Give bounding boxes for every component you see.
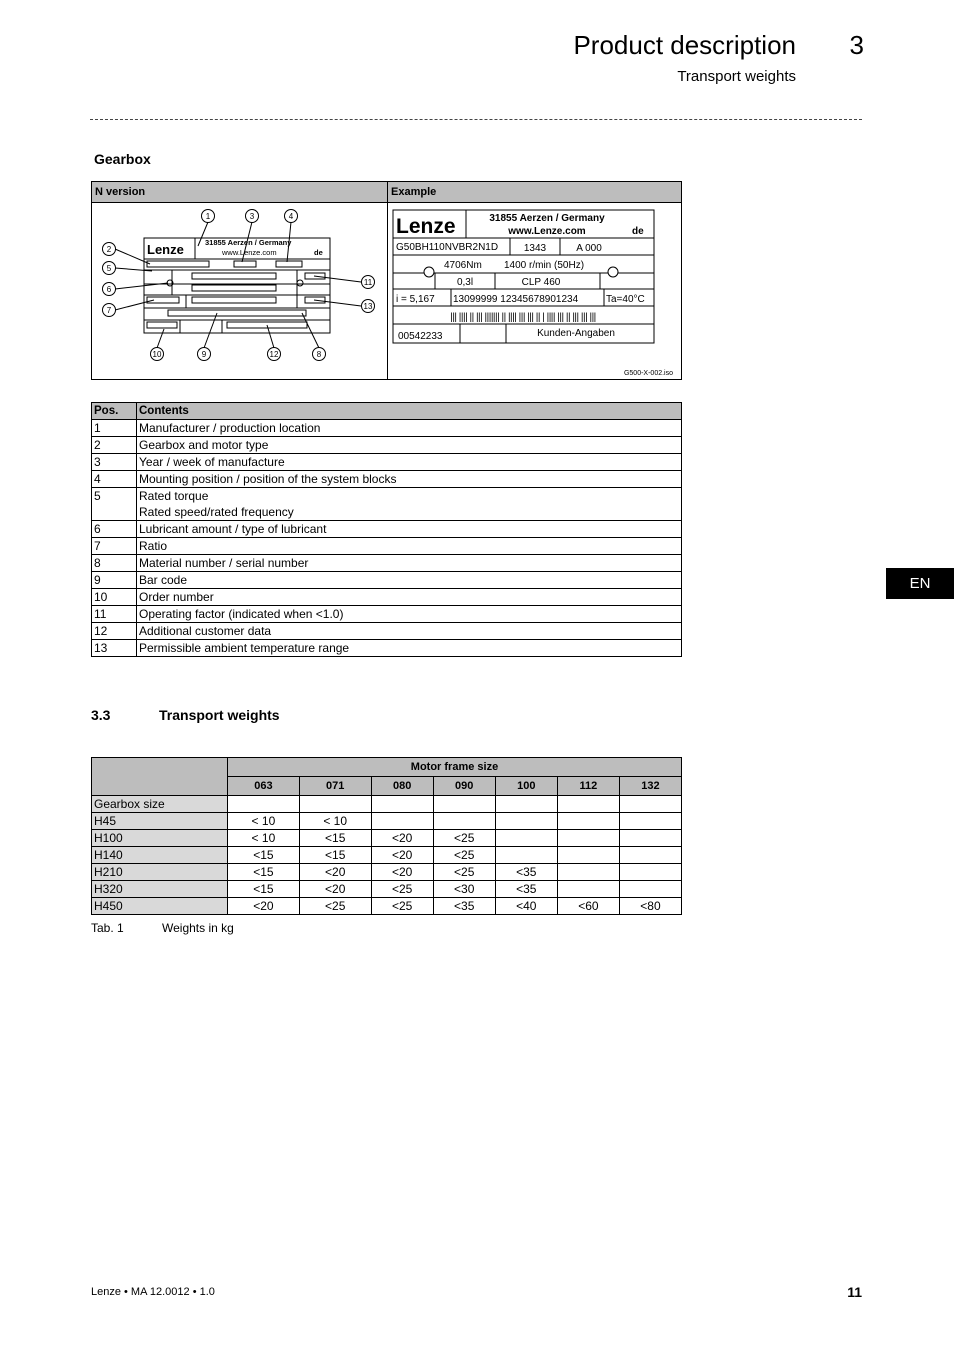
col-112: 112 <box>557 777 619 796</box>
table-row <box>92 881 682 898</box>
weight-cell: <20 <box>371 830 433 847</box>
weight-cell: <35 <box>495 864 557 881</box>
weight-cell: <80 <box>619 898 681 915</box>
weight-cell: <20 <box>371 847 433 864</box>
weight-cell <box>495 847 557 864</box>
table-row <box>92 454 682 471</box>
col-071: 071 <box>299 777 371 796</box>
callout-11: 11 <box>363 278 373 287</box>
example-logo: Lenze <box>396 215 456 238</box>
section-title: Transport weights <box>159 707 280 723</box>
table-row <box>92 589 682 606</box>
weight-cell: <20 <box>299 864 371 881</box>
weight-cell <box>495 830 557 847</box>
callout-3: 3 <box>249 212 255 221</box>
contents-line-1: Rated torque <box>139 489 209 503</box>
table-row <box>92 538 682 555</box>
weight-cell: <15 <box>228 847 300 864</box>
pos-cell: 9 <box>92 572 137 589</box>
contents-cell: Permissible ambient temperature range <box>137 640 682 657</box>
row-label: H45 <box>92 813 228 830</box>
gearbox-size-label-row <box>92 796 682 813</box>
footer-document-id: Lenze • MA 12.0012 • 1.0 <box>91 1286 215 1298</box>
page-number: 11 <box>847 1284 862 1300</box>
example-customer: Kunden-Angaben <box>537 328 615 339</box>
table-row <box>92 847 682 864</box>
empty-cell <box>371 796 433 813</box>
callout-9: 9 <box>201 350 207 359</box>
example-type: G50BH110NVBR2N1D <box>396 242 499 253</box>
callout-2: 2 <box>106 245 112 254</box>
pos-cell: 8 <box>92 555 137 572</box>
callout-5: 5 <box>106 264 112 273</box>
contents-cell: Bar code <box>137 572 682 589</box>
example-lube-type: CLP 460 <box>521 277 561 288</box>
weight-cell: <20 <box>299 881 371 898</box>
example-web: www.Lenze.com <box>508 226 586 237</box>
pos-cell: 3 <box>92 454 137 471</box>
empty-cell <box>299 796 371 813</box>
callout-10: 10 <box>152 350 162 359</box>
callout-4: 4 <box>288 212 294 221</box>
weight-cell: <25 <box>371 881 433 898</box>
n-version-plate <box>103 210 375 361</box>
chapter-number: 3 <box>849 30 864 60</box>
row-label: H450 <box>92 898 228 915</box>
transport-weights-table <box>91 757 682 915</box>
pos-cell: 13 <box>92 640 137 657</box>
callout-1: 1 <box>205 212 211 221</box>
weight-cell <box>619 864 681 881</box>
pos-cell: 12 <box>92 623 137 640</box>
n-version-web: www.Lenze.com <box>222 248 277 257</box>
pos-cell: 6 <box>92 521 137 538</box>
weight-cell: <25 <box>433 830 495 847</box>
pos-cell: 4 <box>92 471 137 488</box>
figure-header-n-version: N version <box>92 182 387 203</box>
n-version-address: 31855 Aerzen / Germany <box>205 238 292 247</box>
weight-cell: <35 <box>433 898 495 915</box>
example-torque: 4706Nm <box>444 260 482 271</box>
figure-header-example: Example <box>388 182 681 203</box>
contents-cell: Manufacturer / production location <box>137 420 682 437</box>
example-lang: de <box>632 226 644 237</box>
example-ratio: i = 5,167 <box>396 294 435 305</box>
contents-cell: Operating factor (indicated when <1.0) <box>137 606 682 623</box>
weight-cell: <25 <box>433 847 495 864</box>
weight-cell: <60 <box>557 898 619 915</box>
empty-cell <box>228 796 300 813</box>
contents-cell: Additional customer data <box>137 623 682 640</box>
example-lube-amount: 0,3l <box>456 277 474 288</box>
weight-cell: <30 <box>433 881 495 898</box>
callout-6: 6 <box>106 285 112 294</box>
contents-line-2: Rated speed/rated frequency <box>139 505 294 519</box>
gearbox-size-label: Gearbox size <box>92 796 228 813</box>
nameplate-figure <box>91 181 682 380</box>
row-label: H210 <box>92 864 228 881</box>
col-090: 090 <box>433 777 495 796</box>
position-table <box>91 402 682 657</box>
callout-8: 8 <box>316 350 322 359</box>
weight-cell <box>557 847 619 864</box>
empty-cell <box>433 796 495 813</box>
gearbox-heading: Gearbox <box>94 151 151 167</box>
empty-cell <box>557 796 619 813</box>
weight-cell <box>557 830 619 847</box>
col-contents: Contents <box>137 403 682 420</box>
contents-cell: Ratio <box>137 538 682 555</box>
header-blank-cell <box>92 758 228 796</box>
table-header-row <box>92 758 682 777</box>
weight-cell: <25 <box>299 898 371 915</box>
table-caption-text: Weights in kg <box>162 921 234 935</box>
weight-cell: <15 <box>228 864 300 881</box>
row-label: H140 <box>92 847 228 864</box>
callout-7: 7 <box>106 306 112 315</box>
table-row <box>92 471 682 488</box>
contents-cell: Order number <box>137 589 682 606</box>
weight-cell <box>619 847 681 864</box>
nameplate-drawings <box>92 182 681 379</box>
weight-cell: <15 <box>228 881 300 898</box>
page-title: Product description <box>573 30 796 60</box>
weight-cell: < 10 <box>299 813 371 830</box>
example-speed: 1400 r/min (50Hz) <box>504 260 585 271</box>
col-132: 132 <box>619 777 681 796</box>
motor-frame-size-header: Motor frame size <box>228 758 682 777</box>
weight-cell <box>619 830 681 847</box>
weight-cell: <20 <box>371 864 433 881</box>
n-version-logo: Lenze <box>147 242 184 257</box>
table-row <box>92 640 682 657</box>
example-mounting: A 000 <box>576 243 602 254</box>
example-material-serial: 13099999 12345678901234 <box>453 294 579 305</box>
contents-cell <box>137 488 682 521</box>
weight-cell: <25 <box>371 898 433 915</box>
col-pos: Pos. <box>92 403 137 420</box>
contents-cell: Gearbox and motor type <box>137 437 682 454</box>
figure-id: G500-X-002.iso <box>623 370 673 377</box>
weight-cell: <40 <box>495 898 557 915</box>
table-row <box>92 437 682 454</box>
table-row <box>92 623 682 640</box>
language-tab[interactable]: EN <box>886 568 954 599</box>
weight-cell: < 10 <box>228 813 300 830</box>
table-header-row <box>92 403 682 420</box>
row-label: H320 <box>92 881 228 898</box>
example-year-week: 1343 <box>523 243 547 254</box>
pos-cell: 1 <box>92 420 137 437</box>
weight-cell <box>557 864 619 881</box>
pos-cell: 2 <box>92 437 137 454</box>
table-row <box>92 521 682 538</box>
header-divider <box>90 119 862 120</box>
table-row <box>92 864 682 881</box>
callout-12: 12 <box>269 350 279 359</box>
weight-cell: <25 <box>433 864 495 881</box>
contents-cell: Material number / serial number <box>137 555 682 572</box>
empty-cell <box>619 796 681 813</box>
pos-cell: 5 <box>92 488 137 521</box>
table-row <box>92 898 682 915</box>
weight-cell: <15 <box>299 830 371 847</box>
weight-cell <box>371 813 433 830</box>
example-barcode: ||| |||| || ||| ||||||| || |||| ||| ||| || | |||| ||| || ||| ||| ||| <box>450 312 596 323</box>
table-row <box>92 813 682 830</box>
weight-cell <box>433 813 495 830</box>
weight-cell <box>619 881 681 898</box>
weight-cell <box>557 813 619 830</box>
weight-cell <box>495 813 557 830</box>
example-order-number: 00542233 <box>398 331 443 342</box>
table-row <box>92 488 682 521</box>
weight-cell <box>557 881 619 898</box>
contents-cell: Year / week of manufacture <box>137 454 682 471</box>
example-address: 31855 Aerzen / Germany <box>489 213 605 224</box>
pos-cell: 7 <box>92 538 137 555</box>
contents-cell: Lubricant amount / type of lubricant <box>137 521 682 538</box>
weight-cell: <15 <box>299 847 371 864</box>
col-080: 080 <box>371 777 433 796</box>
table-row <box>92 606 682 623</box>
weight-cell: < 10 <box>228 830 300 847</box>
table-row <box>92 420 682 437</box>
col-063: 063 <box>228 777 300 796</box>
pos-cell: 11 <box>92 606 137 623</box>
callout-13: 13 <box>363 302 373 311</box>
table-row <box>92 572 682 589</box>
empty-cell <box>495 796 557 813</box>
weight-cell: <20 <box>228 898 300 915</box>
contents-cell: Mounting position / position of the system blocks <box>137 471 682 488</box>
col-100: 100 <box>495 777 557 796</box>
page-subtitle: Transport weights <box>677 68 796 85</box>
weight-cell <box>619 813 681 830</box>
table-row <box>92 830 682 847</box>
table-row <box>92 555 682 572</box>
weight-cell: <35 <box>495 881 557 898</box>
table-caption-number: Tab. 1 <box>91 921 124 935</box>
n-version-lang: de <box>314 248 323 257</box>
section-number: 3.3 <box>91 707 111 723</box>
pos-cell: 10 <box>92 589 137 606</box>
row-label: H100 <box>92 830 228 847</box>
example-temp: Ta=40°C <box>606 294 645 305</box>
